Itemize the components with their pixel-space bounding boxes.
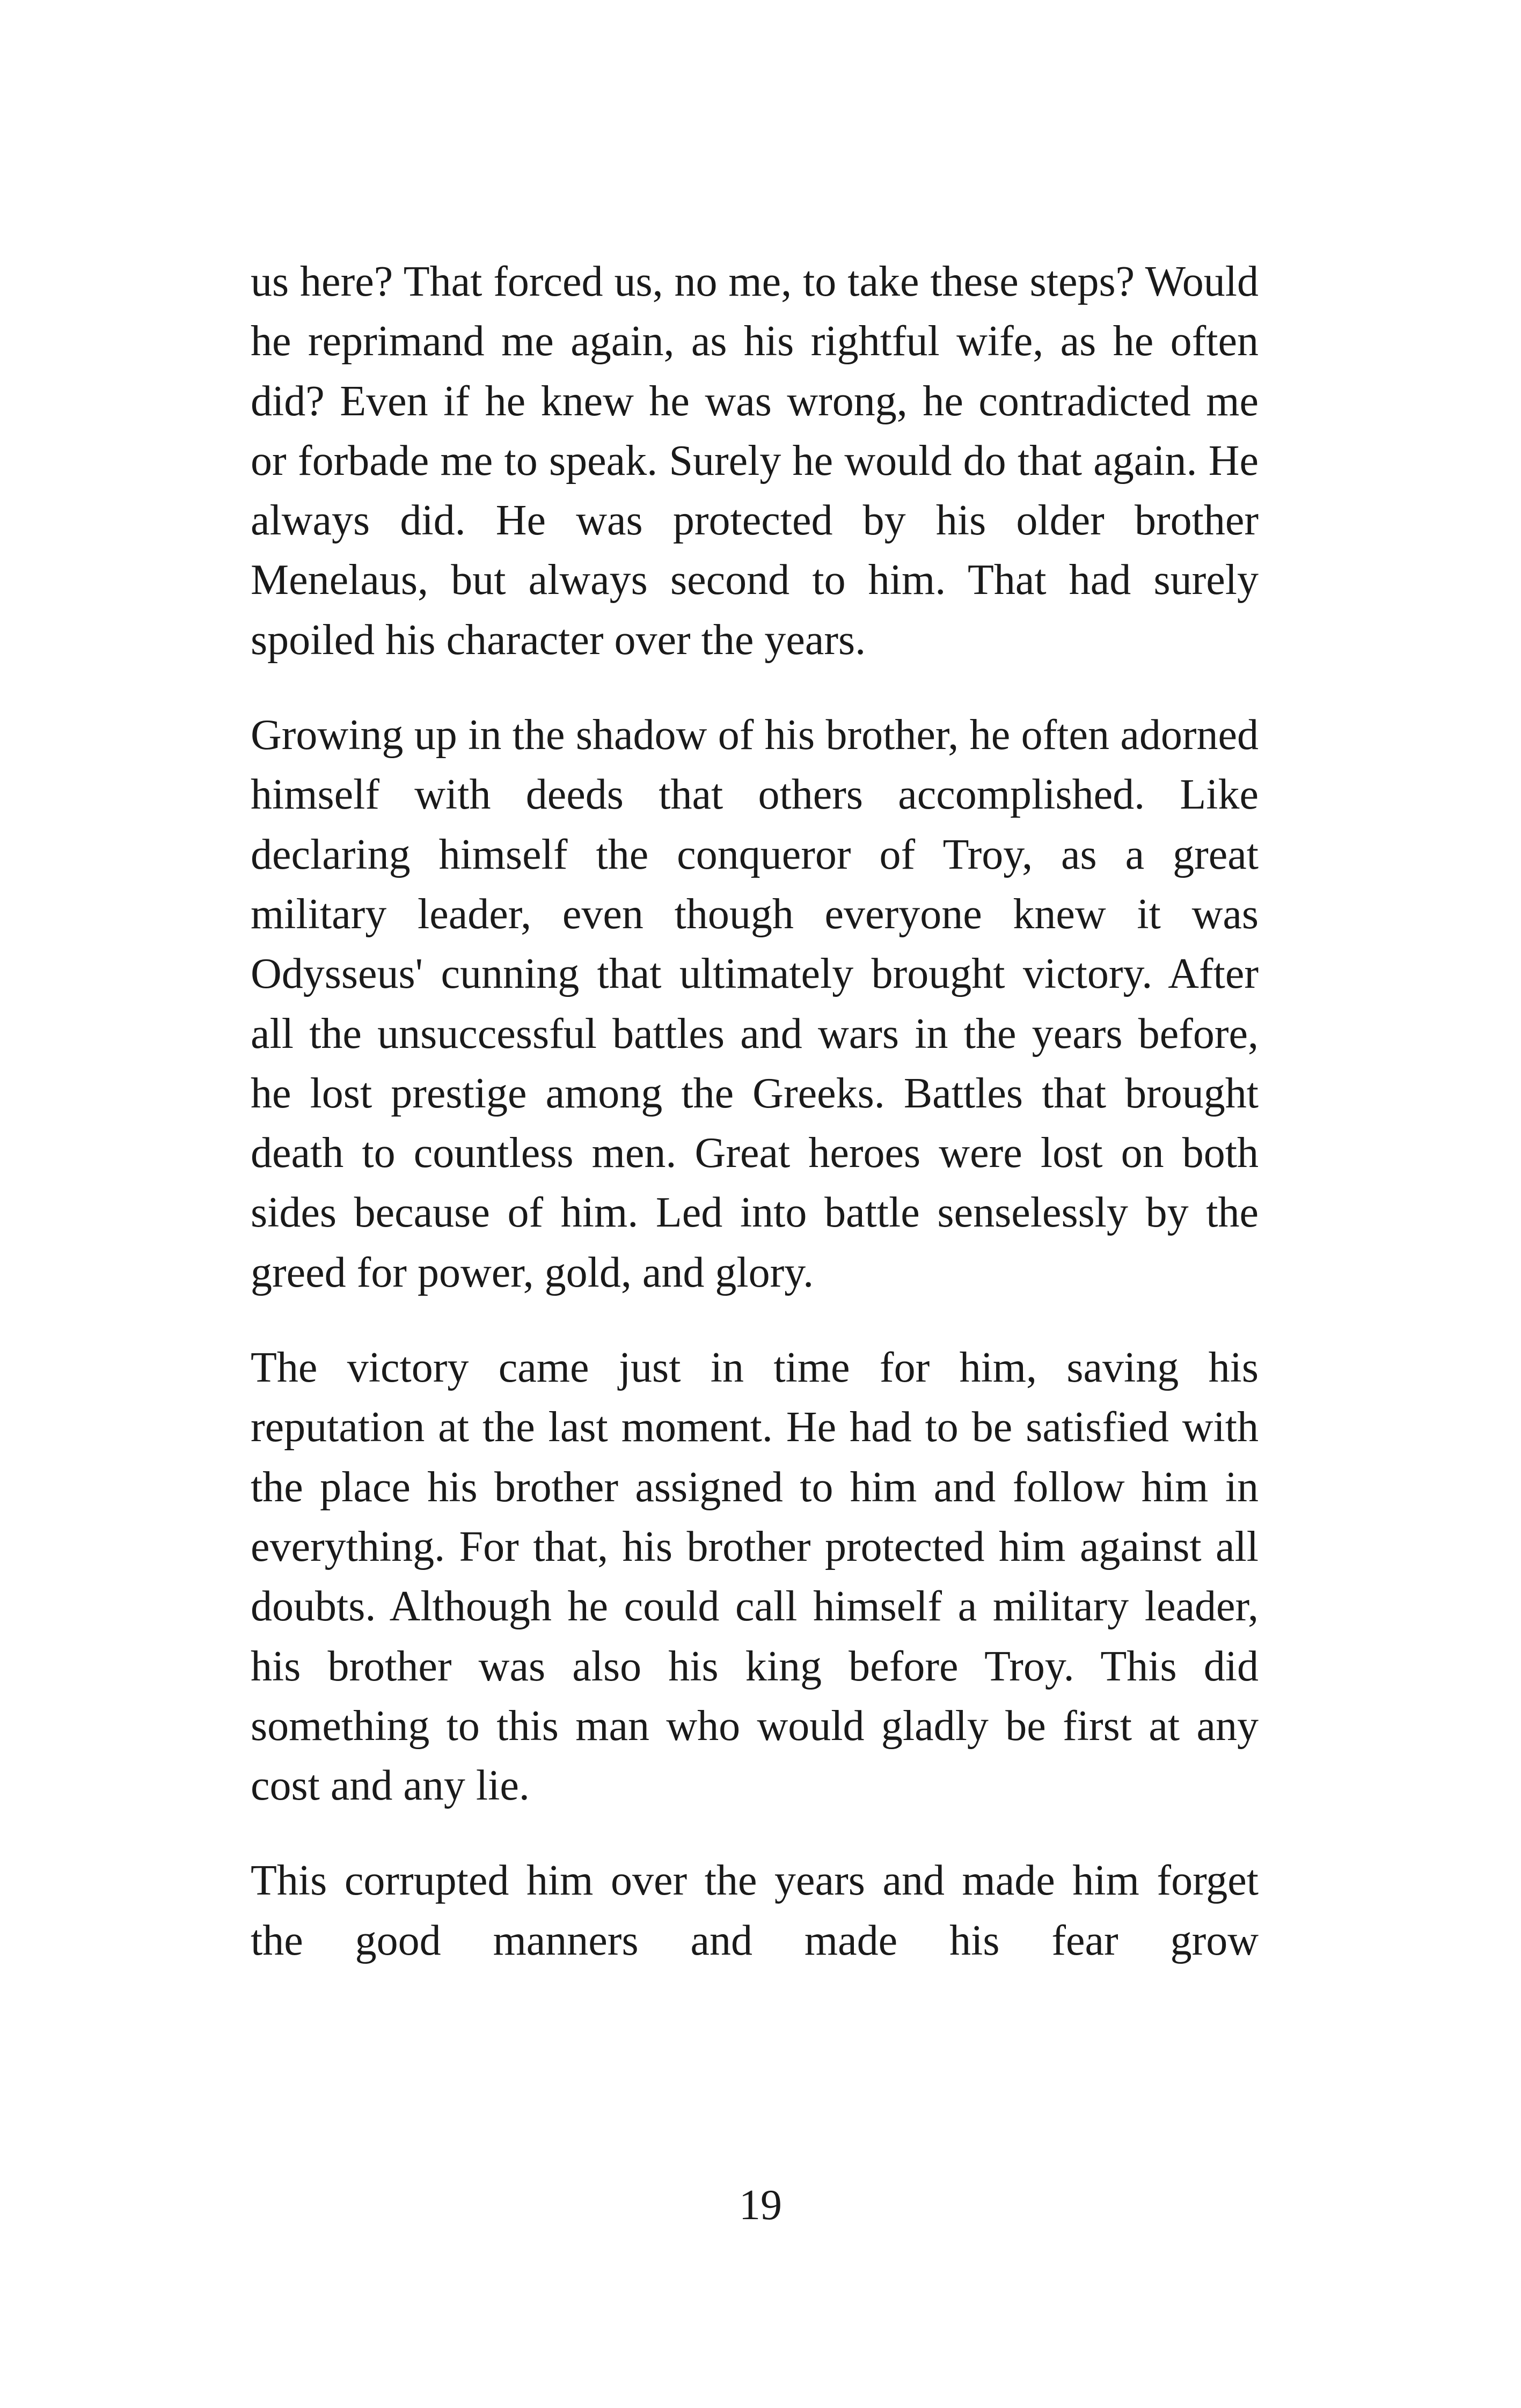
paragraph: Growing up in the shadow of his brother, he often adorned himself with deeds that others accomplished. Like declaring himself the conqueror of Troy, as a great military leader, even though everyone knew it was Odysseus' cunning that ultimately brought victory. After all the unsuccessful battles and wars in the years before, he lost prestige among the Greeks. Battles that brought death to countless men. Great heroes were lost on both sides because of him. Led into battle senselessly by the greed for power, gold, and glory.: [251, 711, 1259, 1296]
page-number: 19: [739, 2182, 782, 2229]
paragraph: The victory came just in time for him, saving his reputation at the last moment. He had to be satisfied with the place his brother assigned to him and follow him in everything. For that, his brother protected him against all doubts. Although he could call himself a military leader, his brother was also his king before Troy. This did something to this man who would gladly be first at any cost and any lie.: [251, 1344, 1259, 1810]
body-text: [251, 252, 1259, 1971]
paragraph: us here? That forced us, no me, to take these steps? Would he reprimand me again, as his rightful wife, as he often did? Even if he knew he was wrong, he contradicted me or forbade me to speak. Surely he would do that again. He always did. He was protected by his older brother Menelaus, but always second to him. That had surely spoiled his character over the years.: [251, 258, 1259, 664]
paragraph: This corrupted him over the years and made him forget the good manners and made his fear grow: [251, 1857, 1259, 1964]
